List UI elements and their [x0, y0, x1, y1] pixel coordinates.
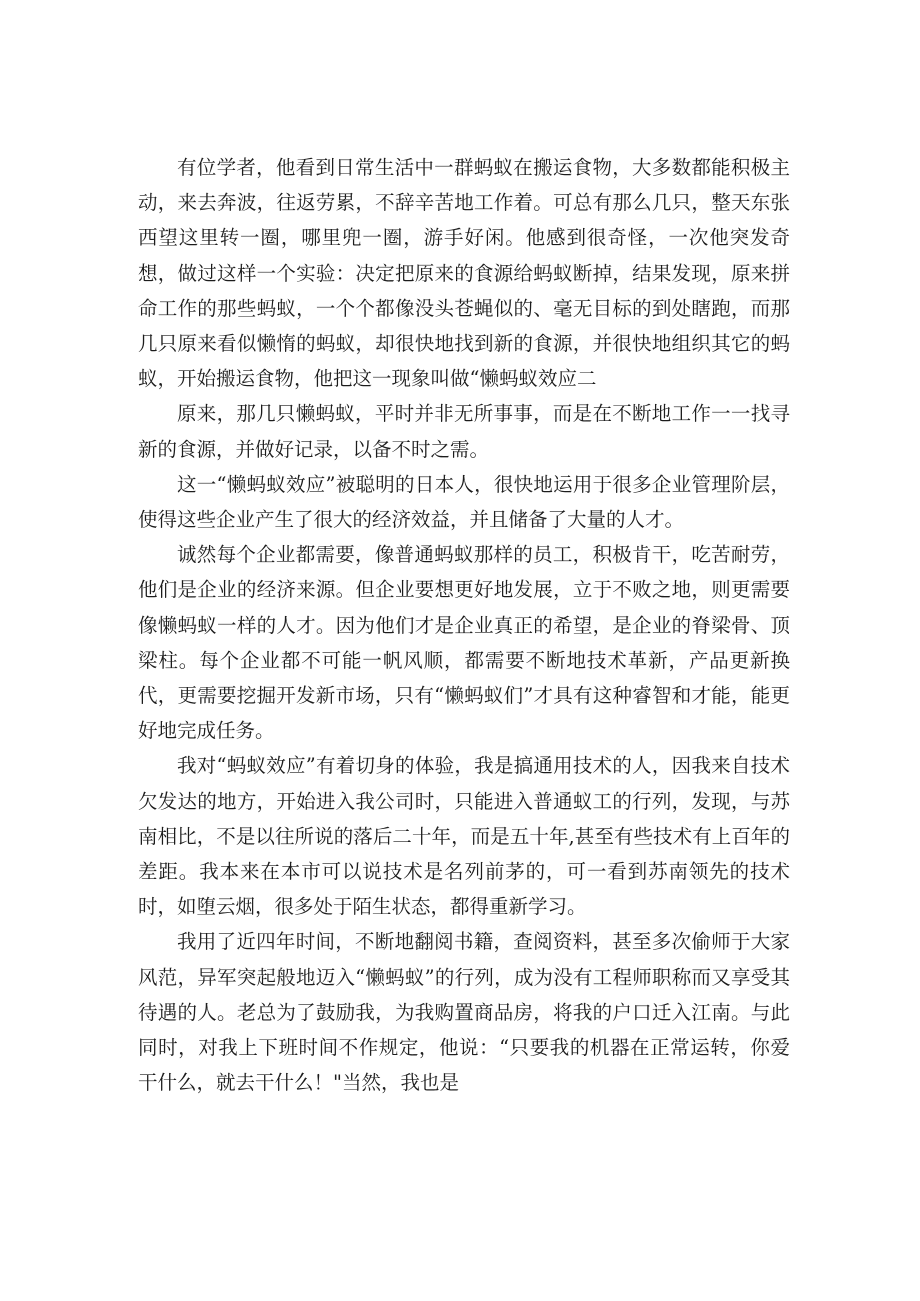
paragraph: 我用了近四年时间，不断地翻阅书籍，查阅资料，甚至多次偷师于大家风范，异军突起般地迈入“懒蚂蚁”的行列，成为没有工程师职称而又享受其待遇的人。老总为了鼓励我，为我购置商品房，将我的户口迁入江南。与此同时，对我上下班时间不作规定，他说：“只要我的机器在正常运转，你爱干什么，就去干什么！"当然，我也是 [138, 930, 790, 1095]
document-body [138, 150, 790, 1100]
paragraph: 有位学者，他看到日常生活中一群蚂蚁在搬运食物，大多数都能积极主动，来去奔波，往返劳累，不辞辛苦地工作着。可总有那么几只，整天东张西望这里转一圈，哪里兜一圈，游手好闲。他感到很奇怪，一次他突发奇想，做过这样一个实验：决定把原来的食源给蚂蚁断掉，结果发现，原来拼命工作的那些蚂蚁，一个个都像没头苍蝇似的、毫无目标的到处瞎跑，而那几只原来看似懒惰的蚂蚁，却很快地找到新的食源，并很快地组织其它的蚂蚁，开始搬运食物，他把这一现象叫做“懒蚂蚁效应二 [138, 156, 790, 391]
paragraph: 原来，那几只懒蚂蚁，平时并非无所事事，而是在不断地工作一一找寻新的食源，并做好记录，以备不时之需。 [138, 402, 790, 461]
paragraph: 诚然每个企业都需要，像普通蚂蚁那样的员工，积极肯干，吃苦耐劳，他们是企业的经济来源。但企业要想更好地发展，立于不败之地，则更需要像懒蚂蚁一样的人才。因为他们才是企业真正的希望，是企业的脊梁骨、顶梁柱。每个企业都不可能一帆风顺，都需要不断地技术革新，产品更新换代，更需要挖掘开发新市场，只有“懒蚂蚁们”才具有这种睿智和才能，能更好地完成任务。 [138, 543, 790, 743]
paragraph: 这一“懒蚂蚁效应”被聪明的日本人，很快地运用于很多企业管理阶层，使得这些企业产生了很大的经济效益，并且储备了大量的人才。 [138, 472, 790, 532]
paragraph: 我对“蚂蚁效应”有着切身的体验，我是搞通用技术的人，因我来自技术欠发达的地方，开始进入我公司时，只能进入普通蚁工的行列，发现，与苏南相比，不是以往所说的落后二十年，而是五十年,甚至有些技术有上百年的差距。我本来在本市可以说技术是名列前茅的，可一看到苏南领先的技术时，如堕云烟，很多处于陌生状态，都得重新学习。 [138, 754, 790, 919]
